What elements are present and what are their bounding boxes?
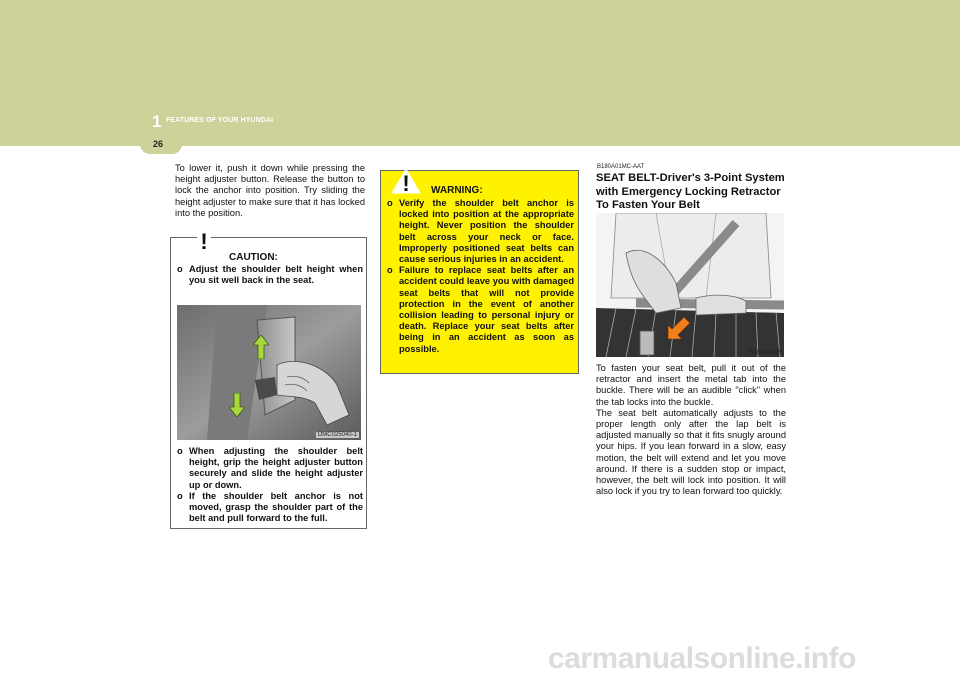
warning-triangle-icon [189, 226, 219, 252]
chapter-title: FEATURES OF YOUR HYUNDAI [166, 117, 274, 124]
caution-heading: CAUTION: [229, 252, 278, 263]
fasten-belt-photo [596, 213, 784, 357]
section-title: SEAT BELT-Driver's 3-Point System with Emergency Locking Retractor To Fasten Your Belt [596, 172, 785, 211]
warning-box [380, 170, 579, 374]
header-band [0, 0, 960, 146]
section-code: B180A01MC-AAT [597, 164, 645, 170]
warning-triangle-icon [391, 168, 421, 194]
list-item: o Verify the shoulder belt anchor is locked into position at the appropriate height. Never position the shoulder belt across your neck or face. Improperly positioned seat belts can cause serious injuries in an accident. [387, 198, 574, 265]
list-item: o If the shoulder belt anchor is not moved, grasp the shoulder part of the belt and pull forward to the full. [177, 490, 363, 524]
paragraph: The seat belt automatically adjusts to the proper length only after the lap belt is adjusted manually so that it fits snugly around your hips. If you lean forward in a slow, easy motion, the belt will extend and let you move around. If there is a sudden stop or impact, however, the belt will lock into position. It will also lock if you try to lean forward too quickly. [596, 407, 786, 497]
caution-box [170, 229, 367, 529]
svg-text:!: ! [200, 229, 208, 252]
chapter-number: 1 [152, 112, 162, 131]
warning-heading: WARNING: [431, 185, 483, 196]
fasten-instructions [596, 363, 786, 497]
height-adjuster-photo [177, 305, 361, 440]
list-item: o Adjust the shoulder belt height when you sit well back in the seat. [177, 264, 363, 286]
paragraph: To fasten your seat belt, pull it out of the retractor and insert the metal tab into the buckle. There will be an audible "click" when the tab locks into the buckle. [596, 363, 786, 407]
caution-list-bottom [177, 446, 363, 524]
page-number: 26 [153, 139, 164, 149]
watermark: carmanualsonline.info [548, 642, 856, 675]
arrow-up-icon [253, 335, 269, 359]
intro-paragraph: To lower it, push it down while pressing the height adjuster button. Release the button to lock the anchor into position. Try sliding the height adjuster to make sure that it has locked into the position. [175, 163, 365, 218]
photo-code: OMC025040-1 [317, 432, 357, 438]
list-item: o Failure to replace seat belts after an accident could leave you with damaged seat belts that will not provide protection in the event of another collision leading to personal injury or death. Replace your seat belts after being in an accident as soon as possible. [387, 265, 574, 354]
caution-list-top [177, 264, 363, 286]
photo-code: B180A01NF [749, 350, 782, 356]
warning-list [387, 198, 574, 355]
list-item: o When adjusting the shoulder belt height, grip the height adjuster button securely and slide the height adjuster up or down. [177, 446, 363, 490]
arrow-down-icon [229, 393, 245, 417]
svg-text:!: ! [402, 171, 410, 194]
arrow-down-left-icon [668, 317, 690, 339]
